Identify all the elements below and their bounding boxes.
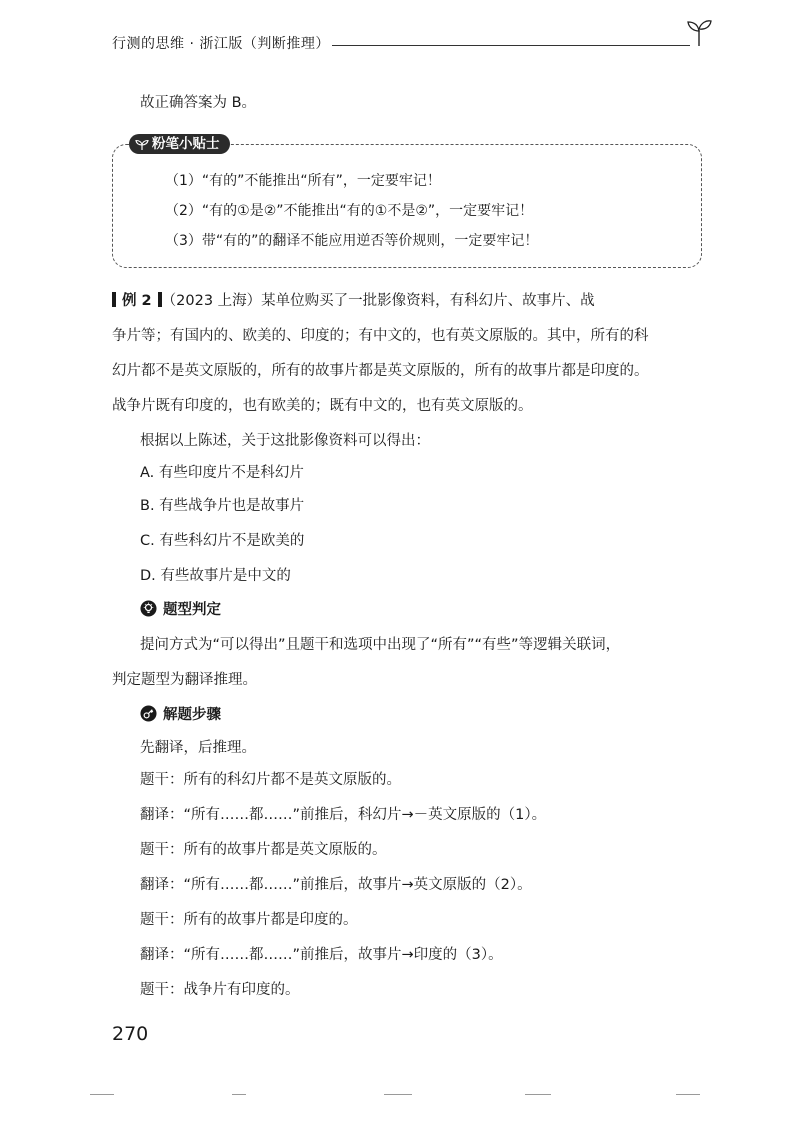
section-text: 判定题型为翻译推理。 — [112, 672, 257, 688]
section-title: 题型判定 — [163, 602, 221, 618]
sprout-icon — [686, 18, 712, 48]
tip-box — [112, 136, 702, 268]
tip-line: （3）带“有的”的翻译不能应用逆否等价规则，一定要牢记！ — [165, 233, 539, 249]
option-c: C. 有些科幻片不是欧美的 — [140, 533, 305, 549]
question-stem: 根据以上陈述，关于这批影像资料可以得出： — [140, 433, 430, 449]
example-text: （2023 上海）某单位购买了一批影像资料，有科幻片、故事片、战 — [161, 293, 595, 309]
option-a: A. 有些印度片不是科幻片 — [140, 465, 304, 481]
section-heading-type — [140, 599, 221, 621]
scan-artifact — [676, 1094, 700, 1095]
scan-artifact — [384, 1094, 412, 1095]
header-title: 行测的思维 · 浙江版（判断推理） — [112, 34, 338, 54]
step-line: 题干：所有的科幻片都不是英文原版的。 — [140, 772, 401, 788]
tip-badge-label: 粉笔小贴士 — [152, 136, 220, 152]
step-line: 翻译：“所有……都……”前推后，科幻片→－英文原版的（1）。 — [140, 807, 547, 823]
example-marker-left — [112, 292, 116, 307]
step-line: 先翻译，后推理。 — [140, 740, 256, 756]
option-b: B. 有些战争片也是故事片 — [140, 498, 305, 514]
scan-artifact — [90, 1094, 114, 1095]
tip-line: （2）“有的①是②”不能推出“有的①不是②”，一定要牢记！ — [165, 203, 534, 219]
page-number: 270 — [112, 1023, 149, 1045]
section-title: 解题步骤 — [163, 707, 221, 723]
scan-artifact — [525, 1094, 551, 1095]
step-line: 题干：所有的故事片都是英文原版的。 — [140, 842, 387, 858]
step-line: 翻译：“所有……都……”前推后，故事片→印度的（3）。 — [140, 947, 503, 963]
example-text: 幻片都不是英文原版的，所有的故事片都是英文原版的，所有的故事片都是印度的。 — [112, 363, 649, 379]
option-d: D. 有些故事片是中文的 — [140, 568, 291, 584]
tip-badge — [129, 134, 230, 154]
section-text: 提问方式为“可以得出”且题干和选项中出现了“所有”“有些”等逻辑关联词， — [140, 637, 621, 653]
example-text: 争片等；有国内的、欧美的、印度的；有中文的，也有英文原版的。其中，所有的科 — [112, 328, 649, 344]
header-rule — [332, 45, 690, 46]
step-line: 翻译：“所有……都……”前推后，故事片→英文原版的（2）。 — [140, 877, 532, 893]
step-line: 题干：所有的故事片都是印度的。 — [140, 912, 358, 928]
running-header — [112, 34, 712, 58]
key-icon — [140, 705, 157, 722]
example-first-line — [112, 290, 595, 312]
section-heading-steps — [140, 704, 221, 726]
answer-conclusion: 故正确答案为 B。 — [140, 95, 257, 111]
example-text: 战争片既有印度的，也有欧美的；既有中文的，也有英文原版的。 — [112, 398, 533, 414]
lightbulb-icon — [140, 600, 157, 617]
tip-line: （1）“有的”不能推出“所有”，一定要牢记！ — [165, 173, 441, 189]
example-label: 例 2 — [122, 293, 152, 309]
sprout-icon — [135, 139, 149, 151]
step-line: 题干：战争片有印度的。 — [140, 982, 300, 998]
scan-artifact — [232, 1094, 246, 1095]
